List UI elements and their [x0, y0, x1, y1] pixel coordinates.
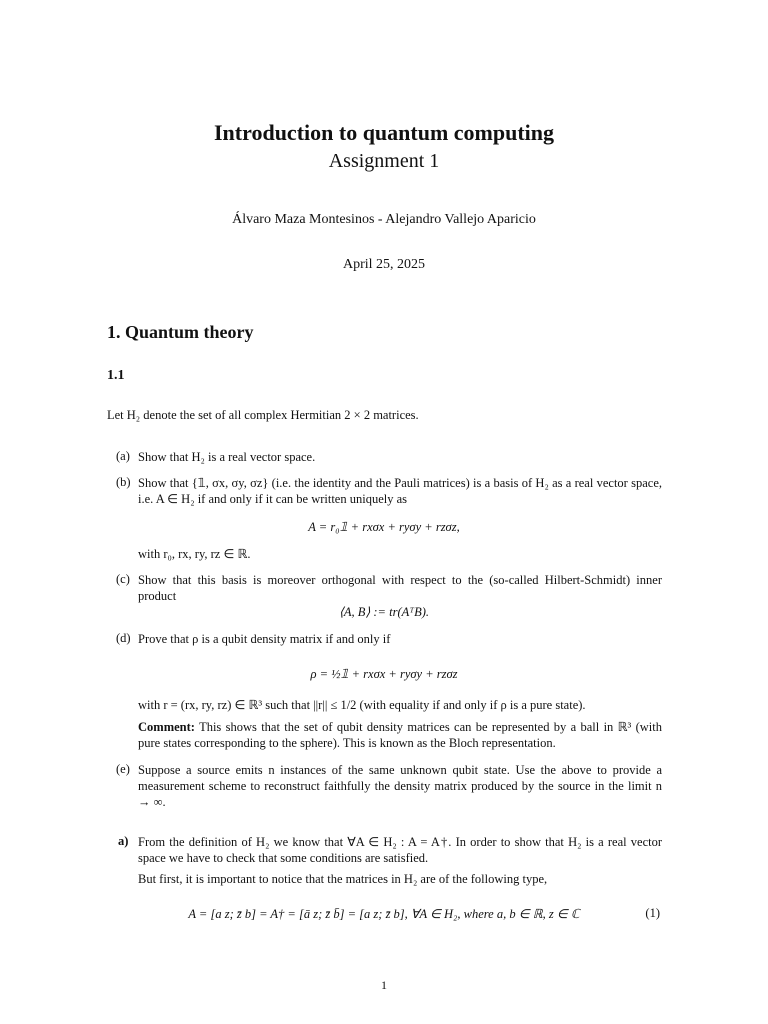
item-text-c: Show that this basis is moreover orthogonal with respect to the (so-called Hilbert-Schmidt) inner product: [138, 573, 662, 603]
answer-label: a): [118, 834, 129, 848]
matrix-equation: A = [a z; z̄ b] = A† = [ā z; z̄ b̄] = [a z; z̄ b], ∀A ∈ H₂, where a, b ∈ ℝ, z ∈ ℂ: [188, 907, 580, 921]
comment-label: Comment:: [138, 720, 195, 734]
item-label-b: (b): [116, 475, 131, 489]
item-label-c: (c): [116, 572, 130, 586]
answer-paragraph-1: From the definition of H₂ we know that ∀A ∈ H₂ : A = A†. In order to show that H₂ is a real vector space we have to check that some conditions are satisfied.: [138, 835, 662, 865]
page-number: 1: [381, 978, 387, 992]
item-text-d: Prove that ρ is a qubit density matrix if and only if: [138, 632, 391, 646]
item-label-e: (e): [116, 762, 130, 776]
item-label-a: (a): [116, 449, 130, 463]
paper-subtitle: Assignment 1: [328, 150, 440, 172]
item-b-after: with r₀, rx, ry, rz ∈ ℝ.: [138, 547, 251, 561]
equation-b: A = r₀𝟙 + rxσx + ryσy + rzσz,: [308, 520, 460, 534]
section-heading: 1. Quantum theory: [107, 322, 254, 342]
equation-c: ⟨A, B⟩ := tr(AᵀB).: [338, 605, 429, 619]
item-text-b: Show that {𝟙, σx, σy, σz} (i.e. the identity and the Pauli matrices) is a basis of H₂ as a real vector space, i.e. A ∈ H₂ if and only if it can be written uniquely as: [138, 476, 662, 506]
item-d-after: with r = (rx, ry, rz) ∈ ℝ³ such that ||r|| ≤ 1/2 (with equality if and only if ρ is a pure state).: [138, 698, 586, 712]
equation-d: ρ = ½𝟙 + rxσx + ryσy + rzσz: [310, 667, 458, 681]
answer-paragraph-2: But first, it is important to notice that the matrices in H₂ are of the following type,: [138, 872, 548, 886]
comment-text: This shows that the set of qubit density matrices can be represented by a ball in ℝ³ (with pure states corresponding to the sphere). This is known as the Bloch representation.: [138, 720, 663, 750]
paper-date: April 25, 2025: [342, 257, 426, 272]
intro-paragraph: Let H₂ denote the set of all complex Hermitian 2 × 2 matrices.: [107, 408, 419, 422]
paper-title: Introduction to quantum computing: [213, 120, 555, 145]
comment-paragraph: [138, 719, 662, 751]
item-text-e: Suppose a source emits n instances of the same unknown qubit state. Use the above to provide a measurement scheme to reconstruct faithfully the density matrix produced by the source in the limit n → ∞.: [138, 763, 662, 809]
item-text-a: Show that H₂ is a real vector space.: [138, 450, 316, 464]
item-label-d: (d): [116, 631, 131, 645]
subsection-heading: 1.1: [107, 368, 125, 383]
equation-number: (1): [645, 906, 660, 920]
paper-authors: Álvaro Maza Montesinos - Alejandro Vallejo Aparicio: [232, 212, 536, 227]
